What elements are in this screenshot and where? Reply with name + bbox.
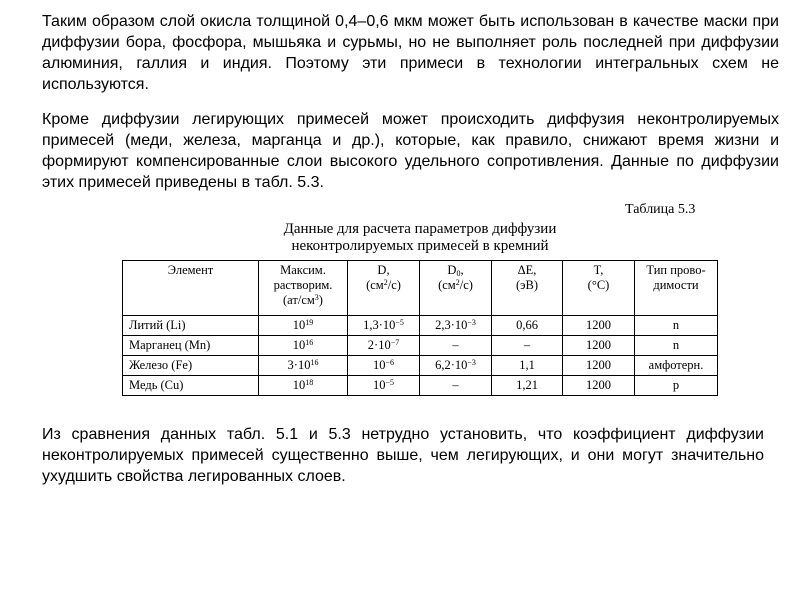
paragraph-uncontrolled-impurities: Кроме диффузии легирующих примесей может происходить диффузия неконтролируемых примесей (меди, железа, марганца и др.), которые, как правило, снижают время жизни и формируют компенсированные слои высокого удельного сопротивления. Данные по диффузии этих примесей приведены в табл. 5.3. — [42, 111, 779, 191]
header-solubility: Максим. растворим. $(ат/см^3)$ — [259, 261, 348, 316]
cell-d: $2\cdot 10^{-7}$ — [348, 336, 420, 356]
cell-d: $1,3\cdot 10^{-5}$ — [348, 316, 420, 336]
cell-solubility: $10^{18}$ — [259, 376, 348, 396]
table-row — [123, 336, 718, 356]
cell-type: амфотерн. — [635, 356, 718, 376]
header-activation-energy: ΔE, (эВ) — [492, 261, 563, 316]
cell-temperature: 1200 — [563, 356, 635, 376]
cell-d0: – — [420, 376, 492, 396]
header-diffusion-coefficient: D, $(см^2/с)$ — [348, 261, 420, 316]
cell-d0: – — [420, 336, 492, 356]
cell-d0: $6,2\cdot 10^{-3}$ — [420, 356, 492, 376]
header-d0: $D_0$, $(см^2/с)$ — [420, 261, 492, 316]
cell-d: $10^{-6}$ — [348, 356, 420, 376]
cell-type: n — [635, 316, 718, 336]
paragraph-comparison-conclusion: Из сравнения данных табл. 5.1 и 5.3 нетрудно установить, что коэффициент диффузии неконтролируемых примесей существенно выше, чем легирующих, и они могут значительно ухудшить свойства легированных слоев. — [42, 426, 764, 485]
cell-temperature: 1200 — [563, 316, 635, 336]
diffusion-data-table — [122, 260, 718, 396]
table-row — [123, 316, 718, 336]
cell-solubility: $3\cdot 10^{16}$ — [259, 356, 348, 376]
cell-solubility: $10^{16}$ — [259, 336, 348, 356]
cell-element: Железо (Fe) — [123, 356, 259, 376]
cell-temperature: 1200 — [563, 336, 635, 356]
table-row — [123, 376, 718, 396]
cell-energy: 1,1 — [492, 356, 563, 376]
cell-energy: 0,66 — [492, 316, 563, 336]
cell-element: Литий (Li) — [123, 316, 259, 336]
cell-d0: $2,3\cdot 10^{-3}$ — [420, 316, 492, 336]
header-conductivity-type: Тип прово- димости — [635, 261, 718, 316]
cell-d: $10^{-5}$ — [348, 376, 420, 396]
cell-type: p — [635, 376, 718, 396]
cell-temperature: 1200 — [563, 376, 635, 396]
cell-solubility: $10^{19}$ — [259, 316, 348, 336]
table-title — [200, 221, 640, 255]
table-row — [123, 356, 718, 376]
paragraph-oxide-mask: Таким образом слой окисла толщиной 0,4–0,6 мкм может быть использован в качестве маски при диффузии бора, фосфора, мышьяка и сурьмы, но не выполняет роль последней при диффузии алюминия, галлия и индия. Поэтому эти примеси в технологии интегральных схем не используются. — [42, 13, 779, 93]
cell-element: Марганец (Mn) — [123, 336, 259, 356]
cell-energy: 1,21 — [492, 376, 563, 396]
header-element: Элемент — [123, 261, 259, 316]
cell-energy: – — [492, 336, 563, 356]
table-number-label: Таблица 5.3 — [625, 202, 696, 217]
cell-type: n — [635, 336, 718, 356]
table-title-line-2: неконтролируемых примесей в кремний — [291, 238, 549, 254]
table-title-line-1: Данные для расчета параметров диффузии — [283, 221, 557, 237]
cell-element: Медь (Cu) — [123, 376, 259, 396]
header-temperature: T, (°C) — [563, 261, 635, 316]
table-header-row — [123, 261, 718, 316]
